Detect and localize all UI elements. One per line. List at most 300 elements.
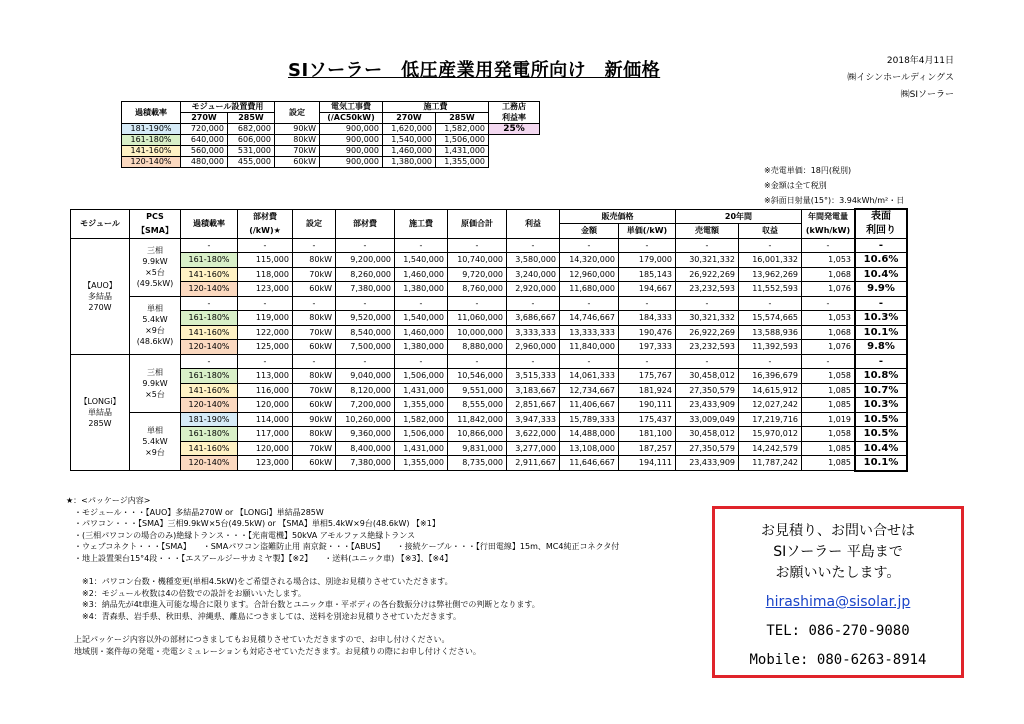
- value-cell: 30,458,012: [676, 369, 739, 384]
- yield-cell: 9.8%: [855, 340, 907, 355]
- value-cell: 1,053: [802, 311, 856, 326]
- value-cell: 123,000: [238, 282, 293, 297]
- value-cell: 1,085: [802, 398, 856, 413]
- summary-cell: 900,000: [320, 135, 383, 146]
- package-line: ※4：青森県、岩手県、秋田県、沖縄県、離島につきましては、送料を別途お見積りさせていただきます。: [66, 611, 461, 621]
- summary-cell: 480,000: [181, 157, 228, 168]
- value-cell: 11,552,593: [739, 282, 802, 297]
- value-cell: 119,000: [238, 311, 293, 326]
- value-cell: 123,000: [238, 456, 293, 471]
- value-cell: 3,515,333: [507, 369, 560, 384]
- summary-cell: 606,000: [228, 135, 275, 146]
- head-sale-unit: 単価(/kW): [619, 224, 676, 239]
- company-name-1: ㈱イシンホールディングス: [847, 73, 954, 83]
- module-label: 270W: [88, 302, 112, 312]
- head-20yr: 20年間: [676, 209, 802, 224]
- value-cell: 23,232,593: [676, 282, 739, 297]
- value-cell: 8,880,000: [448, 340, 507, 355]
- head-cost: 原価合計: [448, 209, 507, 238]
- summary-sub-285: 285W: [228, 113, 275, 124]
- ratio-cell: -: [181, 238, 238, 253]
- value-cell: -: [802, 296, 856, 311]
- summary-cell: 1,582,000: [436, 124, 489, 135]
- value-cell: 14,320,000: [560, 253, 619, 268]
- pcs-label: 5.4kW: [142, 436, 168, 446]
- summary-row: [122, 157, 540, 168]
- value-cell: 1,076: [802, 340, 856, 355]
- module-cell: [71, 238, 130, 354]
- value-cell: -: [336, 296, 395, 311]
- value-cell: 194,111: [619, 456, 676, 471]
- value-cell: 16,396,679: [739, 369, 802, 384]
- value-cell: 3,183,667: [507, 383, 560, 398]
- value-cell: -: [739, 238, 802, 253]
- value-cell: 8,400,000: [336, 441, 395, 456]
- value-cell: 2,911,667: [507, 456, 560, 471]
- value-cell: -: [619, 296, 676, 311]
- yield-cell: -: [855, 296, 907, 311]
- ratio-cell: 141-160%: [181, 325, 238, 340]
- value-cell: 120,000: [238, 441, 293, 456]
- value-cell: 9,551,000: [448, 383, 507, 398]
- value-cell: -: [293, 354, 336, 369]
- ratio-cell: 161-180%: [181, 253, 238, 268]
- value-cell: 1,076: [802, 282, 856, 297]
- summary-head-module: モジュール設置費用: [181, 102, 275, 113]
- value-cell: 175,437: [619, 412, 676, 427]
- value-cell: 8,555,000: [448, 398, 507, 413]
- value-cell: 80kW: [293, 427, 336, 442]
- value-cell: 11,842,000: [448, 412, 507, 427]
- pcs-label: 単相: [147, 425, 163, 435]
- value-cell: -: [448, 296, 507, 311]
- contact-box: [712, 506, 964, 678]
- page-title: SIソーラー 低圧産業用発電所向け 新価格: [288, 60, 661, 81]
- value-cell: -: [619, 238, 676, 253]
- value-cell: 12,734,667: [560, 383, 619, 398]
- value-cell: -: [676, 238, 739, 253]
- value-cell: 1,380,000: [395, 282, 448, 297]
- value-cell: 2,851,667: [507, 398, 560, 413]
- pcs-label: 9.9kW: [142, 257, 168, 266]
- value-cell: 11,680,000: [560, 282, 619, 297]
- builder-margin: 25%: [489, 124, 540, 135]
- yield-cell: -: [855, 354, 907, 369]
- summary-cell: 90kW: [275, 124, 320, 135]
- package-line: ・モジュール・・・【AUO】多結晶270W or 【LONGi】単結晶285W: [66, 507, 324, 517]
- value-cell: 9,040,000: [336, 369, 395, 384]
- yield-cell: 10.5%: [855, 427, 907, 442]
- summary-table: [121, 101, 540, 168]
- value-cell: 122,000: [238, 325, 293, 340]
- value-cell: -: [676, 296, 739, 311]
- value-cell: 125,000: [238, 340, 293, 355]
- summary-cell: 1,506,000: [436, 135, 489, 146]
- value-cell: 15,574,665: [739, 311, 802, 326]
- module-cell: [71, 354, 130, 471]
- module-label: 【LONGi】: [79, 396, 121, 406]
- yield-cell: 10.6%: [855, 253, 907, 268]
- summary-sub-c285: 285W: [436, 113, 489, 124]
- value-cell: 30,321,332: [676, 311, 739, 326]
- value-cell: 179,000: [619, 253, 676, 268]
- value-cell: 7,200,000: [336, 398, 395, 413]
- value-cell: 26,922,269: [676, 325, 739, 340]
- contact-line-3: お願いいたします。: [775, 565, 901, 581]
- value-cell: 1,058: [802, 427, 856, 442]
- value-cell: 1,355,000: [395, 398, 448, 413]
- yield-cell: 10.5%: [855, 412, 907, 427]
- value-cell: 11,392,593: [739, 340, 802, 355]
- head-kwh-kw: (kWh/kW): [802, 224, 856, 239]
- yield-cell: 10.4%: [855, 267, 907, 282]
- value-cell: 3,240,000: [507, 267, 560, 282]
- head-yield-sub: 利回り: [855, 224, 907, 239]
- summary-row: [122, 146, 540, 157]
- pcs-label: 単相: [147, 304, 163, 313]
- ratio-cell: -: [181, 296, 238, 311]
- value-cell: -: [739, 296, 802, 311]
- summary-cell: 1,380,000: [383, 157, 436, 168]
- value-cell: 2,960,000: [507, 340, 560, 355]
- value-cell: 9,200,000: [336, 253, 395, 268]
- value-cell: 3,686,667: [507, 311, 560, 326]
- value-cell: 14,746,667: [560, 311, 619, 326]
- value-cell: 1,582,000: [395, 412, 448, 427]
- summary-cell: 900,000: [320, 124, 383, 135]
- value-cell: -: [560, 354, 619, 369]
- module-label: 【AUO】: [83, 280, 117, 290]
- value-cell: 1,058: [802, 369, 856, 384]
- pricing-table: [70, 208, 908, 472]
- value-cell: -: [676, 354, 739, 369]
- value-cell: 80kW: [293, 311, 336, 326]
- summary-head-setting: 設定: [275, 102, 320, 124]
- yield-cell: 10.7%: [855, 383, 907, 398]
- pcs-label: ×9台: [145, 447, 165, 457]
- module-label: 285W: [88, 418, 112, 428]
- value-cell: 23,232,593: [676, 340, 739, 355]
- head-setting: 設定: [293, 209, 336, 238]
- value-cell: 9,831,000: [448, 441, 507, 456]
- head-yield: 表面: [855, 209, 907, 224]
- summary-cell: 900,000: [320, 146, 383, 157]
- value-cell: 8,735,000: [448, 456, 507, 471]
- value-cell: 23,433,909: [676, 456, 739, 471]
- value-cell: 90kW: [293, 412, 336, 427]
- yield-cell: 10.3%: [855, 311, 907, 326]
- value-cell: 27,350,579: [676, 383, 739, 398]
- ratio-cell: 161-180%: [181, 427, 238, 442]
- value-cell: 7,380,000: [336, 456, 395, 471]
- value-cell: -: [619, 354, 676, 369]
- contact-line-2: SIソーラー 平島まで: [773, 544, 903, 560]
- table-row: [71, 441, 908, 456]
- yield-cell: 10.8%: [855, 369, 907, 384]
- value-cell: 26,922,269: [676, 267, 739, 282]
- head-annual-gen: 年間発電量: [802, 209, 856, 224]
- value-cell: 1,431,000: [395, 383, 448, 398]
- value-cell: 15,789,333: [560, 412, 619, 427]
- note-sell-price: ※売電単価：18円(税別): [764, 166, 852, 175]
- head-parts-unit: 部材費: [238, 209, 293, 224]
- value-cell: -: [238, 238, 293, 253]
- table-row: [71, 311, 908, 326]
- value-cell: 10,000,000: [448, 325, 507, 340]
- summary-ratio-cell: 181-190%: [122, 124, 181, 135]
- value-cell: 194,667: [619, 282, 676, 297]
- summary-empty-cell: [489, 157, 540, 168]
- package-contents: [66, 495, 619, 657]
- value-cell: 16,001,332: [739, 253, 802, 268]
- value-cell: -: [293, 238, 336, 253]
- summary-sub-margin: 利益率: [489, 113, 540, 124]
- value-cell: -: [560, 296, 619, 311]
- value-cell: -: [560, 238, 619, 253]
- value-cell: 114,000: [238, 412, 293, 427]
- package-line: 上記パッケージ内容以外の部材につきましてもお見積りさせていただきますので、お申し付けください。: [66, 635, 450, 645]
- summary-row: [122, 135, 540, 146]
- value-cell: 1,068: [802, 325, 856, 340]
- value-cell: 1,540,000: [395, 311, 448, 326]
- value-cell: 23,433,909: [676, 398, 739, 413]
- value-cell: 11,646,667: [560, 456, 619, 471]
- summary-head-elec: 電気工事費: [320, 102, 383, 113]
- table-row: [71, 398, 908, 413]
- value-cell: 27,350,579: [676, 441, 739, 456]
- module-label: 多結晶: [88, 291, 112, 301]
- summary-cell: 682,000: [228, 124, 275, 135]
- value-cell: 3,277,000: [507, 441, 560, 456]
- value-cell: 30,458,012: [676, 427, 739, 442]
- ratio-cell: 141-160%: [181, 383, 238, 398]
- pcs-label: ×5台: [145, 268, 165, 277]
- value-cell: 9,520,000: [336, 311, 395, 326]
- table-row: [71, 282, 908, 297]
- summary-cell: 1,431,000: [436, 146, 489, 157]
- ratio-cell: 120-140%: [181, 340, 238, 355]
- value-cell: 70kW: [293, 325, 336, 340]
- value-cell: 10,260,000: [336, 412, 395, 427]
- yield-cell: 10.3%: [855, 398, 907, 413]
- value-cell: -: [448, 354, 507, 369]
- package-line: 地域別・案件毎の発電・売電シミュレーションも対応させていただきます。お見積りの際にお申し付けください。: [66, 646, 481, 656]
- value-cell: -: [739, 354, 802, 369]
- summary-cell: 1,540,000: [383, 135, 436, 146]
- company-name-2: ㈱SIソーラー: [900, 90, 954, 100]
- contact-mobile: Mobile: 080-6263-8914: [749, 652, 927, 668]
- value-cell: 1,460,000: [395, 325, 448, 340]
- ratio-cell: 161-180%: [181, 311, 238, 326]
- package-line: ※2：モジュール枚数は4の倍数での設計をお願いいたします。: [66, 588, 306, 598]
- head-sale: 販売価格: [560, 209, 676, 224]
- value-cell: 1,085: [802, 441, 856, 456]
- value-cell: 10,740,000: [448, 253, 507, 268]
- summary-head-ratio: 過積載率: [122, 102, 181, 124]
- value-cell: 7,500,000: [336, 340, 395, 355]
- value-cell: 8,260,000: [336, 267, 395, 282]
- value-cell: 14,242,579: [739, 441, 802, 456]
- table-row: [71, 412, 908, 427]
- pricing-notes: [764, 163, 904, 208]
- package-line: ※3：納品先が4t車進入可能な場合に限ります。合計台数とユニック車・平ボディの各台数振分けは弊社側での判断となります。: [66, 600, 540, 610]
- table-row: [71, 369, 908, 384]
- summary-ratio-cell: 141-160%: [122, 146, 181, 157]
- head-parts: 部材費: [336, 209, 395, 238]
- head-per-kw: (/kW)★: [238, 224, 293, 239]
- value-cell: 13,333,333: [560, 325, 619, 340]
- value-cell: -: [293, 296, 336, 311]
- value-cell: 14,061,333: [560, 369, 619, 384]
- pcs-label: 5.4kW: [142, 315, 168, 324]
- pcs-label: (49.5kW): [136, 279, 174, 288]
- value-cell: 190,111: [619, 398, 676, 413]
- value-cell: 11,787,242: [739, 456, 802, 471]
- summary-cell: 640,000: [181, 135, 228, 146]
- summary-cell: 1,460,000: [383, 146, 436, 157]
- note-tax: ※金額は全て税別: [764, 181, 827, 190]
- value-cell: 13,108,000: [560, 441, 619, 456]
- value-cell: 10,546,000: [448, 369, 507, 384]
- value-cell: 3,333,333: [507, 325, 560, 340]
- package-line: ・パワコン・・・【SMA】三相9.9kW×5台(49.5kW) or 【SMA】単相5.4kW×9台(48.6kW) 【※1】: [66, 519, 440, 529]
- contact-email-link[interactable]: hirashima@sisolar.jp: [765, 594, 911, 610]
- value-cell: 181,924: [619, 383, 676, 398]
- value-cell: 1,355,000: [395, 456, 448, 471]
- ratio-cell: -: [181, 354, 238, 369]
- value-cell: 187,257: [619, 441, 676, 456]
- package-line: ※1：パワコン台数・機種変更(単相4.5kW)をご希望される場合は、別途お見積りさせていただきます。: [66, 577, 453, 587]
- value-cell: -: [802, 238, 856, 253]
- pcs-label: 9.9kW: [142, 378, 168, 388]
- value-cell: -: [336, 238, 395, 253]
- value-cell: 13,962,269: [739, 267, 802, 282]
- ratio-cell: 141-160%: [181, 441, 238, 456]
- note-irradiance: ※斜面日射量(15°)：3.94kWh/m²・日: [764, 196, 905, 205]
- value-cell: 8,120,000: [336, 383, 395, 398]
- package-line: [66, 623, 619, 635]
- summary-sub-270: 270W: [181, 113, 228, 124]
- contact-line-1: お見積り、お問い合せは: [761, 523, 915, 539]
- pcs-label: 三相: [147, 246, 163, 255]
- value-cell: 11,840,000: [560, 340, 619, 355]
- head-pcs: PCS: [130, 209, 181, 224]
- value-cell: 115,000: [238, 253, 293, 268]
- value-cell: 80kW: [293, 253, 336, 268]
- value-cell: 1,460,000: [395, 267, 448, 282]
- head-module: モジュール: [71, 209, 130, 238]
- table-row: [71, 427, 908, 442]
- value-cell: 118,000: [238, 267, 293, 282]
- table-row: [71, 296, 908, 311]
- value-cell: 185,143: [619, 267, 676, 282]
- ratio-cell: 141-160%: [181, 267, 238, 282]
- value-cell: 70kW: [293, 267, 336, 282]
- value-cell: 60kW: [293, 398, 336, 413]
- summary-ratio-cell: 161-180%: [122, 135, 181, 146]
- value-cell: 3,622,000: [507, 427, 560, 442]
- summary-empty-cell: [489, 146, 540, 157]
- value-cell: 1,085: [802, 456, 856, 471]
- head-ratio: 過積載率: [181, 209, 238, 238]
- value-cell: 120,000: [238, 398, 293, 413]
- ratio-cell: 181-190%: [181, 412, 238, 427]
- ratio-cell: 120-140%: [181, 282, 238, 297]
- value-cell: -: [507, 354, 560, 369]
- summary-ratio-cell: 120-140%: [122, 157, 181, 168]
- pcs-cell: [130, 238, 181, 296]
- summary-cell: 560,000: [181, 146, 228, 157]
- yield-cell: 10.1%: [855, 325, 907, 340]
- value-cell: 117,000: [238, 427, 293, 442]
- summary-cell: 455,000: [228, 157, 275, 168]
- value-cell: 1,019: [802, 412, 856, 427]
- summary-head-const: 施工費: [383, 102, 489, 113]
- value-cell: 8,760,000: [448, 282, 507, 297]
- yield-cell: 10.1%: [855, 456, 907, 471]
- summary-sub-c270: 270W: [383, 113, 436, 124]
- value-cell: 1,380,000: [395, 340, 448, 355]
- package-line: ・ウェブコネクト・・・【SMA】 ・SMAパワコン盗難防止用 南京錠・・・【ABUS】 ・接続ケーブル・・・【行田電線】15m、MC4純正コネクタ付: [66, 542, 620, 552]
- summary-head-builder: 工務店: [489, 102, 540, 113]
- ratio-cell: 161-180%: [181, 369, 238, 384]
- summary-cell: 60kW: [275, 157, 320, 168]
- summary-cell: 1,620,000: [383, 124, 436, 135]
- module-label: 単結晶: [88, 407, 112, 417]
- head-sale-amount: 金額: [560, 224, 619, 239]
- value-cell: 70kW: [293, 441, 336, 456]
- pcs-cell: [130, 412, 181, 471]
- value-cell: 13,588,936: [739, 325, 802, 340]
- value-cell: 181,100: [619, 427, 676, 442]
- value-cell: 11,060,000: [448, 311, 507, 326]
- value-cell: -: [336, 354, 395, 369]
- summary-cell: 900,000: [320, 157, 383, 168]
- value-cell: 60kW: [293, 456, 336, 471]
- contact-tel: TEL: 086-270-9080: [766, 623, 910, 639]
- summary-cell: 1,355,000: [436, 157, 489, 168]
- table-row: [71, 383, 908, 398]
- yield-cell: -: [855, 238, 907, 253]
- value-cell: 11,406,667: [560, 398, 619, 413]
- value-cell: 1,068: [802, 267, 856, 282]
- head-pcs-sma: 【SMA】: [130, 224, 181, 239]
- head-earnings: 収益: [739, 224, 802, 239]
- value-cell: 60kW: [293, 282, 336, 297]
- value-cell: 14,615,912: [739, 383, 802, 398]
- package-line: ・(三相パワコンの場合のみ)絶縁トランス・・・【光南電機】50kVA アモルファス絶縁トランス: [66, 530, 416, 540]
- value-cell: 7,380,000: [336, 282, 395, 297]
- value-cell: 1,506,000: [395, 369, 448, 384]
- yield-cell: 9.9%: [855, 282, 907, 297]
- value-cell: 12,960,000: [560, 267, 619, 282]
- pcs-label: 三相: [147, 367, 163, 377]
- value-cell: 1,053: [802, 253, 856, 268]
- value-cell: -: [395, 354, 448, 369]
- value-cell: 9,720,000: [448, 267, 507, 282]
- pcs-cell: [130, 296, 181, 354]
- value-cell: 17,219,716: [739, 412, 802, 427]
- value-cell: 1,540,000: [395, 253, 448, 268]
- value-cell: 3,580,000: [507, 253, 560, 268]
- ratio-cell: 120-140%: [181, 456, 238, 471]
- value-cell: 2,920,000: [507, 282, 560, 297]
- head-sell-revenue: 売電額: [676, 224, 739, 239]
- table-row: [71, 238, 908, 253]
- value-cell: 60kW: [293, 340, 336, 355]
- yield-cell: 10.4%: [855, 441, 907, 456]
- value-cell: 116,000: [238, 383, 293, 398]
